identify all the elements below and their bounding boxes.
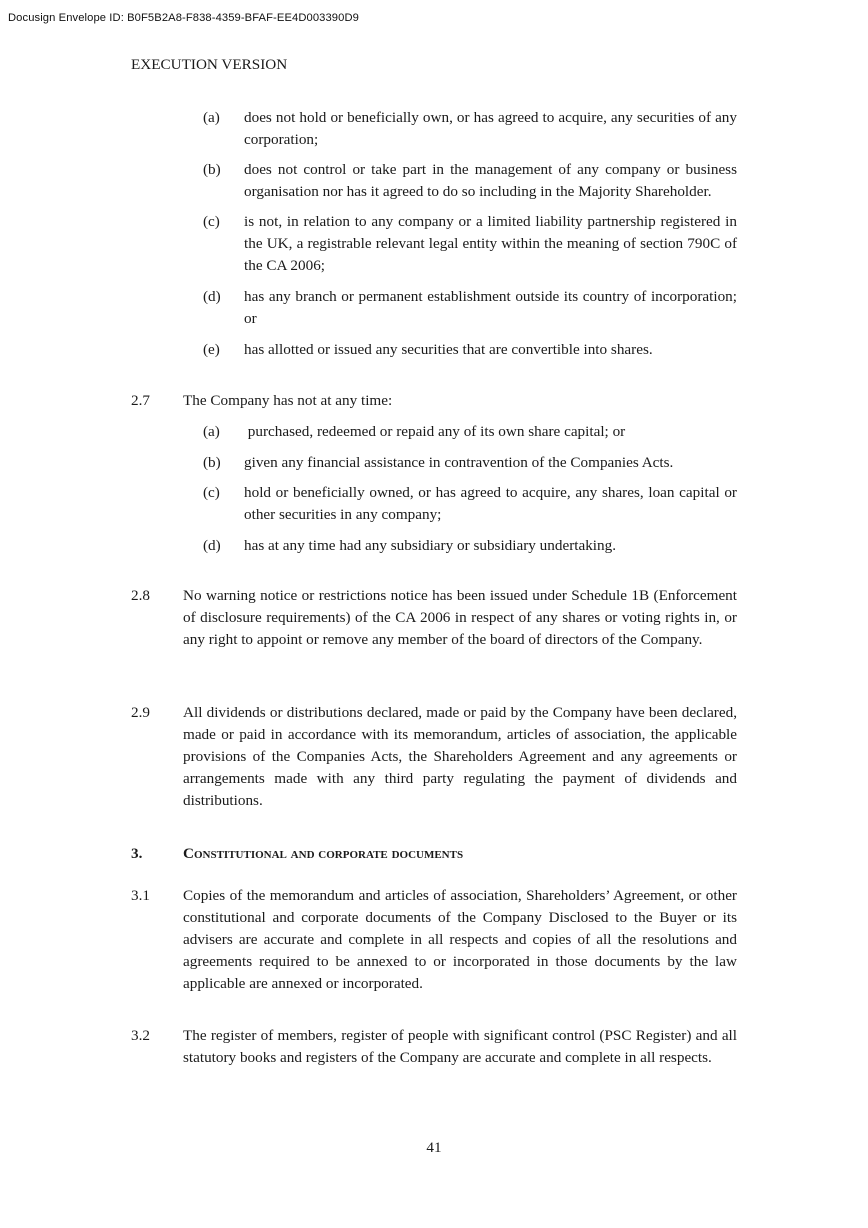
item-text: hold or beneficially owned, or has agreed to acquire, any shares, loan capital or other securities in any company; [244, 484, 737, 523]
item-label: (b) [203, 161, 221, 178]
section-title: Constitutional and corporate documents [183, 845, 464, 862]
clause-number: 2.8 [131, 587, 150, 604]
item-text: is not, in relation to any company or a limited liability partnership registered in the UK, a registrable relevant legal entity within the meaning of section 790C of the CA 2006; [244, 213, 737, 274]
item-text: has at any time had any subsidiary or subsidiary undertaking. [244, 537, 617, 554]
item-label: (a) [203, 423, 220, 440]
item-label: (c) [203, 213, 220, 230]
clause-text: The Company has not at any time: [183, 392, 393, 409]
item-label: (a) [203, 109, 220, 126]
item-label: (c) [203, 484, 220, 501]
clause-text: All dividends or distributions declared, made or paid by the Company have been declared, made or paid in accordance with its memorandum, articles of association, the applicable provisions of the Companies Acts, the Shareholders Agreement and any agreements or arrangements made with any third party regulating the payment of dividends and distributions. [183, 704, 737, 809]
clause-number: 2.9 [131, 704, 150, 721]
clause-text: No warning notice or restrictions notice has been issued under Schedule 1B (Enforcement of disclosure requirements) of the CA 2006 in respect of any shares or voting rights in, or any right to appoint or remove any member of the board of directors of the Company. [183, 587, 737, 648]
item-label: (b) [203, 454, 221, 471]
item-text: given any financial assistance in contravention of the Companies Acts. [244, 454, 674, 471]
item-text: does not control or take part in the management of any company or business organisation nor has it agreed to do so including in the Majority Shareholder. [244, 161, 737, 200]
section-number: 3. [131, 845, 143, 862]
clause-number: 3.1 [131, 887, 150, 904]
item-text: does not hold or beneficially own, or has agreed to acquire, any securities of any corporation; [244, 109, 737, 148]
clause-number: 3.2 [131, 1027, 150, 1044]
item-text: has allotted or issued any securities that are convertible into shares. [244, 341, 653, 358]
item-label: (d) [203, 537, 221, 554]
clause-number: 2.7 [131, 392, 150, 409]
document-header: EXECUTION VERSION [131, 56, 288, 73]
item-text: purchased, redeemed or repaid any of its own share capital; or [244, 423, 626, 440]
page-number: 41 [426, 1139, 442, 1156]
item-text: has any branch or permanent establishment outside its country of incorporation; or [244, 288, 737, 327]
item-label: (d) [203, 288, 221, 305]
item-label: (e) [203, 341, 220, 358]
envelope-id: Docusign Envelope ID: B0F5B2A8-F838-4359-BFAF-EE4D003390D9 [8, 12, 359, 24]
clause-text: Copies of the memorandum and articles of association, Shareholders’ Agreement, or other constitutional and corporate documents of the Company Disclosed to the Buyer or its advisers are accurate and complete in all respects and copies of all the resolutions and agreements required to be annexed to or incorporated in those documents by the law applicable are annexed or incorporated. [183, 887, 737, 992]
clause-text: The register of members, register of people with significant control (PSC Register) and all statutory books and registers of the Company are accurate and complete in all respects. [183, 1027, 737, 1066]
